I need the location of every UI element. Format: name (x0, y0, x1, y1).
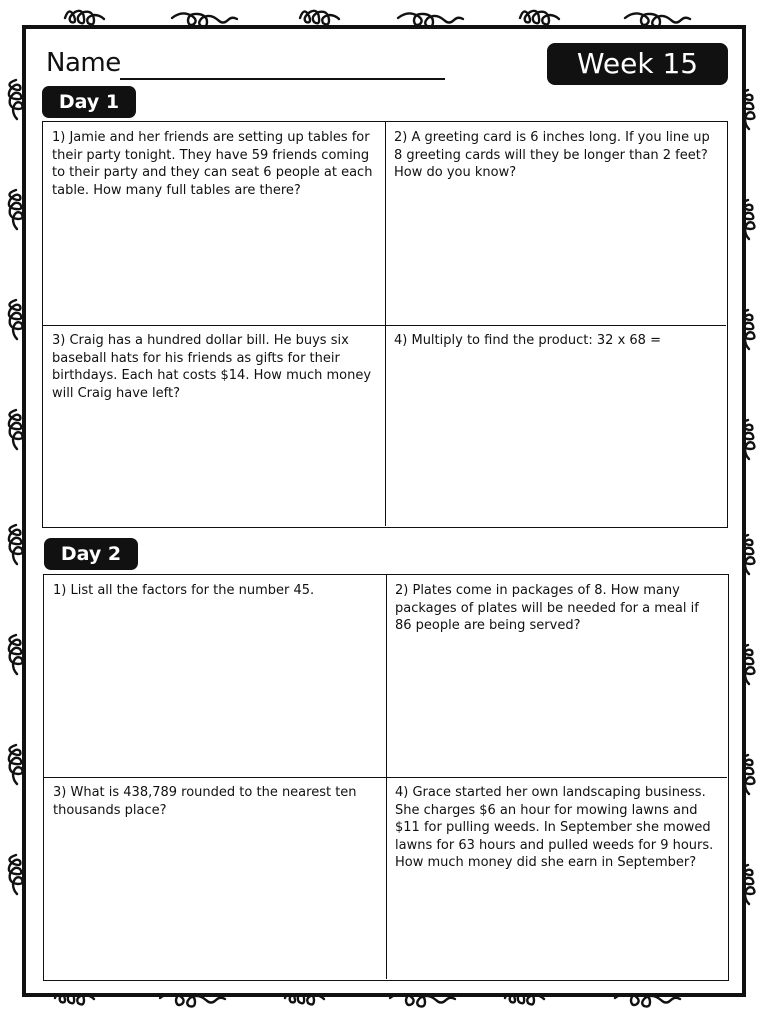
problem-cell: 1) List all the factors for the number 45. (53, 583, 315, 598)
name-input-line[interactable] (120, 78, 445, 80)
problem-cell: 3) Craig has a hundred dollar bill. He buys six baseball hats for his friends as gifts for their birthdays. Each hat costs $14. How much money will Craig have left? (52, 333, 372, 401)
problem-cell: 4) Grace started her own landscaping business. She charges $6 an hour for mowing lawns and $11 for pulling weeds. In September she mowed lawns for 63 hours and pulled weeds for 9 hours. How much money did she earn in September? (395, 785, 714, 870)
problem-cell: 4) Multiply to find the product: 32 x 68 = (394, 333, 661, 348)
week-badge: Week 15 (547, 43, 728, 85)
problem-cell: 2) Plates come in packages of 8. How many packages of plates will be needed for a meal if 86 people are being served? (395, 583, 699, 633)
problem-cell: 2) A greeting card is 6 inches long. If you line up 8 greeting cards will they be longer than 2 feet? How do you know? (394, 130, 710, 180)
problem-cell: 1) Jamie and her friends are setting up tables for their party tonight. They have 59 friends coming to their party and they can seat 6 people at each table. How many full tables are there? (52, 130, 373, 198)
day-2-problem-grid (43, 574, 729, 981)
problem-cell: 3) What is 438,789 rounded to the nearest ten thousands place? (53, 785, 357, 818)
day-1-problem-grid (42, 121, 728, 528)
day-2-badge: Day 2 (44, 538, 138, 570)
day-1-badge: Day 1 (42, 86, 136, 118)
name-label: Name (46, 48, 121, 78)
